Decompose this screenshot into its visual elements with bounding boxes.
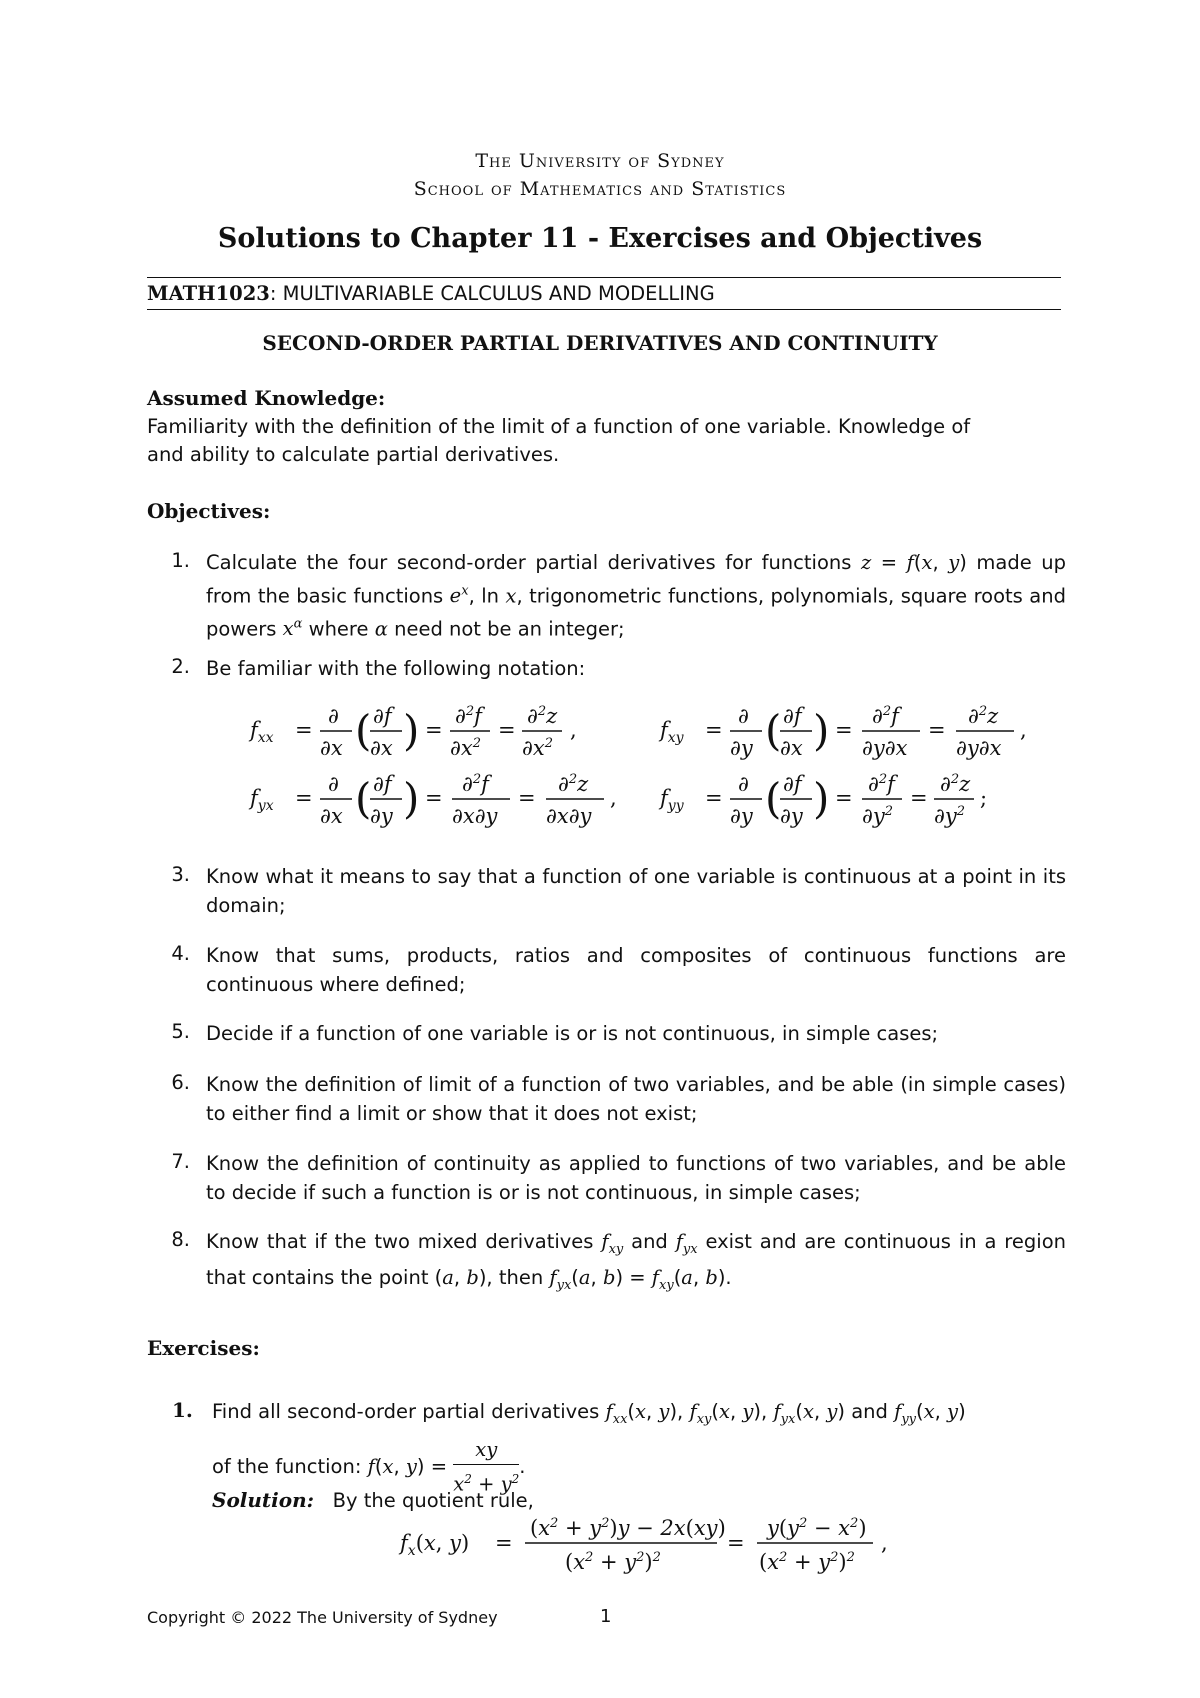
svg-text:,: , [610, 786, 617, 810]
objective-7: Know the definition of continuity as applied to functions of two variables, and be able to decide if such a function is or is not continuous, in simple cases; [206, 1152, 1066, 1204]
svg-text:∂f: ∂f [783, 772, 802, 796]
assumed-knowledge-line2: and ability to calculate partial derivatives. [147, 443, 560, 466]
svg-text:(: ( [765, 706, 782, 755]
svg-text:(x2 + y2)2: $(x^2 + y^2)^2$ [759, 1550, 855, 1574]
svg-text:(x2 + y2)y − 2x(xy): $(x^2 + y^2)y - 2x(xy)$ [530, 1516, 726, 1540]
objective-6: Know the definition of limit of a function of two variables, and be able (in simple cases) to either find a limit or show that it does not exist; [206, 1073, 1066, 1125]
svg-text:=: = [705, 786, 723, 810]
svg-text:fyy: $f_{yy}$ [660, 786, 684, 814]
svg-text:∂x: ∂x [780, 736, 803, 760]
objective-3: Know what it means to say that a function of one variable is continuous at a point in its domain; [206, 865, 1066, 917]
svg-text:fx(x, y): $f_x(x$, y) [400, 1531, 470, 1559]
svg-text:∂: ∂ [328, 772, 339, 796]
exercise-1-statement: Find all second-order partial derivatives $f_{xx}(x$, y), $f_{xy}(x$, y), $f_{yx}(x$, y) and $f_{yy}(x$, y) [212, 1400, 966, 1427]
svg-text:∂f: ∂f [373, 772, 392, 796]
svg-text:∂2f: ∂$^2$f [872, 704, 899, 728]
svg-text:∂x: ∂x [320, 736, 343, 760]
svg-text:∂2f: ∂$^2$f [455, 704, 482, 728]
objective-2: Be familiar with the following notation: [206, 657, 586, 680]
svg-text:∂f: ∂f [783, 704, 802, 728]
svg-text:∂y: ∂y [780, 804, 803, 828]
objective-number: 3. [171, 863, 190, 886]
svg-text:): ) [403, 774, 420, 823]
svg-text:fxy: $f_{xy}$ [660, 718, 684, 746]
svg-text:y(y2 − x2): $y(y^2 - x^2)$ [767, 1516, 867, 1540]
course-code: MATH1023 [147, 282, 270, 305]
svg-text:=: = [727, 1531, 745, 1555]
svg-text:∂2z: ∂$^2$z [940, 772, 971, 796]
objective-1: Calculate the four second-order partial derivatives for functions z = f(x, y) made up from the basic functions $e^x$, ln x, trigonometric functions, polynomials, square roots and powers $x^\alpha$ where α need not be an integer; [206, 551, 1067, 640]
svg-text:(: ( [355, 706, 372, 755]
svg-text:=: = [495, 1531, 513, 1555]
svg-text:=: = [910, 786, 928, 810]
svg-text:=: = [835, 786, 853, 810]
objective-number: 1. [171, 549, 190, 572]
svg-text:=: = [928, 718, 946, 742]
exercise-1-function: of the function: f(x, y) = $\frac{xy}{x^2 + y^2}$ . [212, 1438, 526, 1496]
svg-text:=: = [295, 718, 313, 742]
svg-text:∂2f: ∂$^2$f [462, 772, 489, 796]
objective-number: 5. [171, 1020, 190, 1043]
svg-text:∂y: ∂y [370, 804, 393, 828]
svg-text:=: = [425, 718, 443, 742]
svg-text:=: = [518, 786, 536, 810]
svg-text:∂x: ∂x [320, 804, 343, 828]
svg-text:): ) [813, 706, 830, 755]
svg-text:∂: ∂ [738, 772, 749, 796]
svg-text:,: , [570, 718, 577, 742]
svg-text:∂x2: $\partial x^2$ [450, 736, 481, 760]
svg-text:fyx: $f_{yx}$ [250, 786, 274, 814]
svg-text:∂x: ∂x [370, 736, 393, 760]
course-name: : MULTIVARIABLE CALCULUS AND MODELLING [269, 282, 715, 305]
svg-text:): ) [813, 774, 830, 823]
objective-8: Know that if the two mixed derivatives $f_{xy}$ and $f_{yx}$ exist and are continuous in a region that contains the point (a, b), then $f_{yx}(a$, $b) = f_{xy}(a$, b). [206, 1230, 1066, 1294]
svg-text:∂: ∂ [328, 704, 339, 728]
assumed-knowledge-heading: Assumed Knowledge: [147, 386, 386, 410]
university-name: The University of Sydney [475, 150, 725, 172]
objective-number: 6. [171, 1071, 190, 1094]
svg-text:(: ( [765, 774, 782, 823]
svg-text:∂2z: ∂$^2$z [558, 772, 589, 796]
svg-text:∂y∂x: ∂y∂x [956, 736, 1002, 760]
objectives-heading: Objectives: [147, 499, 271, 523]
svg-text:=: = [498, 718, 516, 742]
svg-text:,: , [1020, 718, 1027, 742]
svg-text:;: ; [980, 786, 988, 810]
top-rule [147, 277, 1061, 278]
svg-text:(x2 + y2)2: $(x^2 + y^2)^2$ [565, 1550, 661, 1574]
svg-text:∂x∂y: ∂x∂y [452, 804, 498, 828]
bottom-rule [147, 309, 1061, 310]
exercises-heading: Exercises: [147, 1336, 260, 1360]
svg-text:fxx: $f_{xx}$ [250, 718, 274, 746]
svg-text:∂2f: ∂$^2$f [868, 772, 895, 796]
objective-number: 7. [171, 1150, 190, 1173]
svg-text:=: = [425, 786, 443, 810]
school-name: School of Mathematics and Statistics [413, 178, 787, 200]
course-heading [147, 282, 715, 305]
svg-text:∂x2: $\partial x^2$ [522, 736, 553, 760]
objective-4: Know that sums, products, ratios and composites of continuous functions are continuous where defined; [206, 944, 1066, 996]
quotient-rule-formula [395, 1505, 915, 1580]
svg-text:∂2z: ∂$^2$z [527, 704, 558, 728]
svg-text:∂f: ∂f [373, 704, 392, 728]
objective-number: 4. [171, 942, 190, 965]
page-number: 1 [600, 1606, 612, 1627]
svg-text:=: = [295, 786, 313, 810]
svg-text:∂: ∂ [738, 704, 749, 728]
svg-text:∂y: ∂y [730, 804, 753, 828]
solution-text: By the quotient rule, [332, 1489, 534, 1512]
assumed-knowledge-line1: Familiarity with the definition of the limit of a function of one variable. Knowledge of [147, 415, 971, 438]
svg-text:∂x∂y: ∂x∂y [546, 804, 592, 828]
svg-text:,: , [881, 1531, 888, 1555]
svg-text:(: ( [355, 774, 372, 823]
document-title: Solutions to Chapter 11 - Exercises and Objectives [217, 223, 983, 254]
solution-label: Solution: [212, 1488, 315, 1512]
svg-text:∂2z: ∂$^2$z [968, 704, 999, 728]
svg-text:∂y2: $\partial y^2$ [862, 804, 894, 828]
svg-text:=: = [705, 718, 723, 742]
objective-5: Decide if a function of one variable is or is not continuous, in simple cases; [206, 1022, 939, 1045]
svg-text:∂y: ∂y [730, 736, 753, 760]
notation-formulas [240, 695, 1030, 845]
section-title: SECOND-ORDER PARTIAL DERIVATIVES AND CONTINUITY [262, 331, 938, 355]
svg-text:∂y∂x: ∂y∂x [862, 736, 908, 760]
svg-text:∂y2: $\partial y^2$ [934, 804, 966, 828]
objective-number: 8. [171, 1228, 190, 1251]
copyright-notice: Copyright © 2022 The University of Sydney [147, 1608, 498, 1627]
svg-text:): ) [403, 706, 420, 755]
objective-number: 2. [171, 655, 190, 678]
exercise-number: 1. [172, 1398, 193, 1422]
svg-text:=: = [835, 718, 853, 742]
